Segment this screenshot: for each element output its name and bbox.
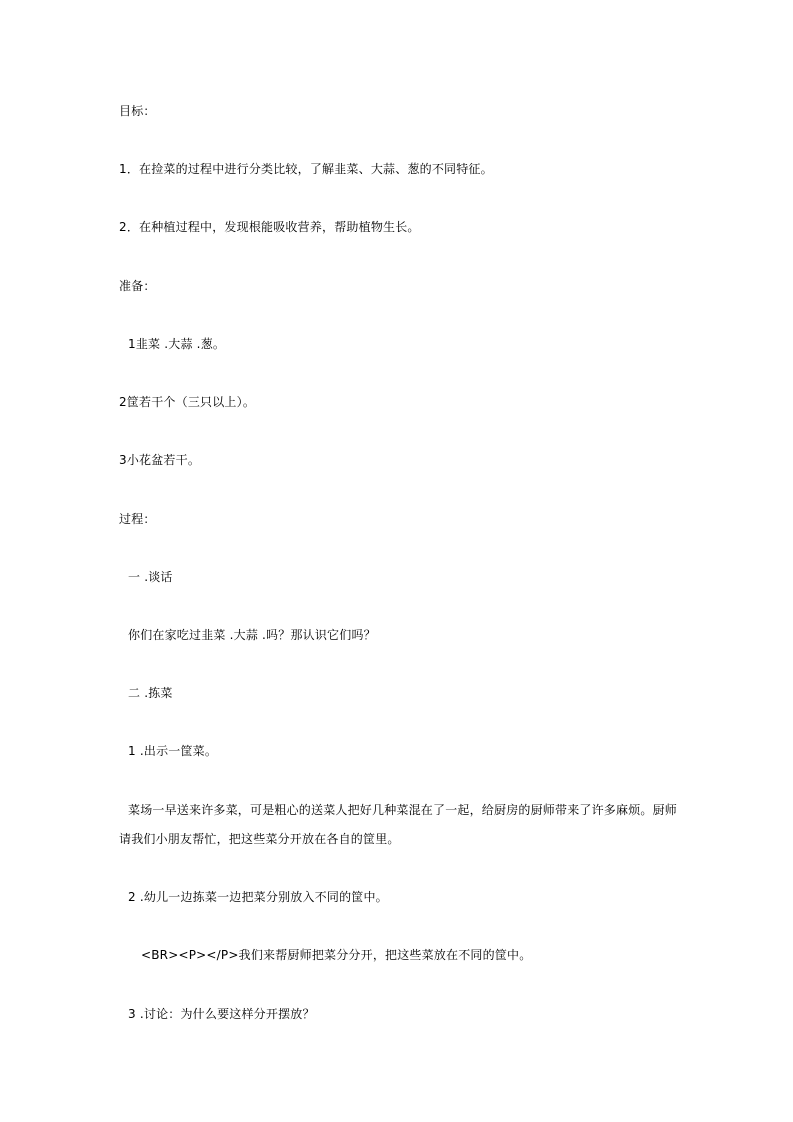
goal-item-1: 1．在捡菜的过程中进行分类比较，了解韭菜、大蒜、葱的不同特征。 [119, 162, 493, 176]
process-paragraph-line-2: 请我们小朋友帮忙，把这些菜分开放在各自的筐里。 [119, 832, 400, 846]
process-substep-3: 3 .讨论：为什么要这样分开摆放？ [128, 1007, 315, 1021]
preparation-item-1: 1韭菜 .大蒜 .葱。 [128, 337, 226, 351]
process-substep-2: 2 .幼儿一边拣菜一边把菜分别放入不同的筐中。 [128, 890, 388, 904]
process-substep-2-note: <BR><P></P>我们来帮厨师把菜分分开，把这些菜放在不同的筐中。 [141, 948, 532, 962]
section-heading-preparation: 准备： [119, 279, 156, 293]
section-heading-process: 过程： [119, 512, 156, 526]
process-step-2-title: 二 .拣菜 [128, 686, 173, 700]
section-heading-goals: 目标： [119, 104, 156, 118]
goal-item-2: 2．在种植过程中，发现根能吸收营养，帮助植物生长。 [119, 220, 420, 234]
preparation-item-2: 2筐若干个（三只以上）。 [119, 395, 256, 409]
process-substep-1: 1 .出示一筐菜。 [128, 744, 218, 758]
process-step-1-text: 你们在家吃过韭菜 .大蒜 .吗？那认识它们吗？ [128, 628, 376, 642]
preparation-item-3: 3小花盆若干。 [119, 453, 201, 467]
process-step-1-title: 一 .谈话 [128, 570, 173, 584]
process-paragraph-line-1: 菜场一早送来许多菜，可是粗心的送菜人把好几种菜混在了一起，给厨房的厨师带来了许多麻烦。厨师 [128, 803, 678, 817]
